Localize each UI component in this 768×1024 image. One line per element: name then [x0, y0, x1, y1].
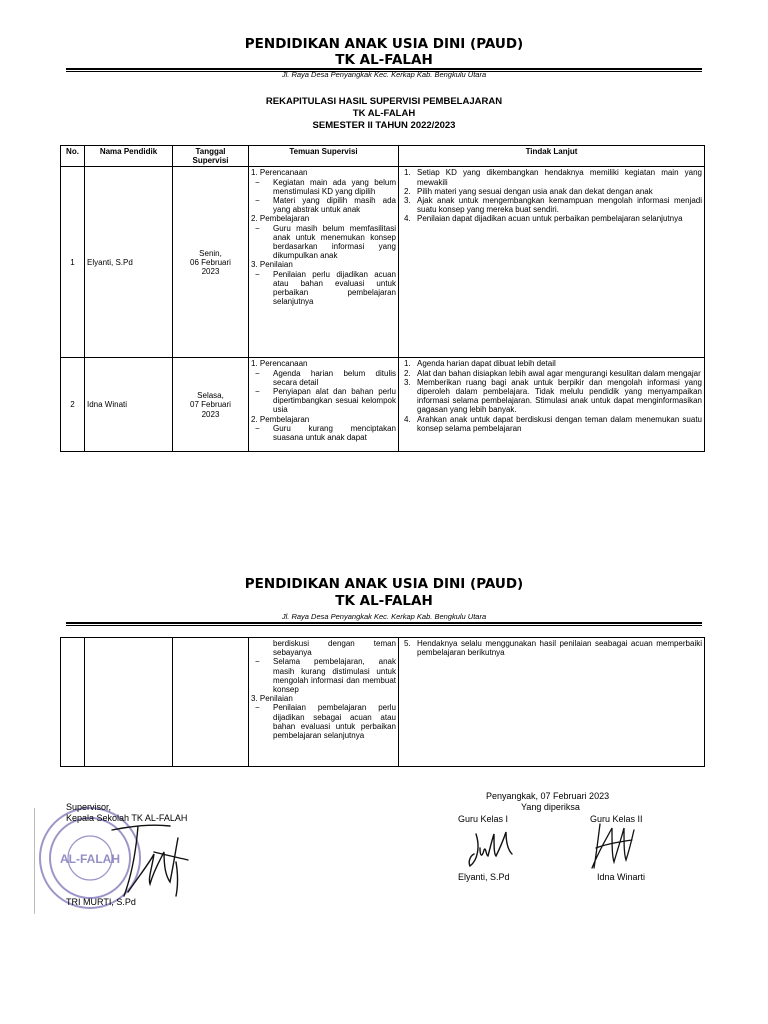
temuan-item: − Guru masih belum memfasilitasi anak untuk menemukan konsep berdasarkan informasi yang dikumpulkan anak	[251, 224, 396, 261]
temuan-item: − Penyiapan alat dan bahan perlu dipertimbangkan sesuai kelompok usia	[251, 387, 396, 415]
tindak-text: Pilih materi yang sesuai dengan usia anak dan dekat dengan anak	[417, 186, 653, 196]
temuan-list	[251, 369, 396, 415]
tindak-number: 4.	[404, 414, 411, 424]
temuan-list	[251, 703, 396, 740]
tindak-number: 1.	[404, 168, 411, 178]
tindak-number: 2.	[404, 186, 411, 196]
col-header-date-2: Supervisi	[192, 156, 229, 166]
table-header-row	[61, 146, 705, 167]
letterhead-line1: PENDIDIKAN ANAK USIA DINI (PAUD)	[244, 36, 524, 52]
tindak-item	[401, 378, 702, 415]
supervisor-role: Kepala Sekolah TK AL-FALAH	[66, 813, 188, 823]
supervisor-label: Supervisor,	[66, 802, 112, 812]
tindak-text: Arahkan anak untuk dapat berdiskusi dengan teman dalam menemukan suatu konsep selama pembelajaran	[417, 414, 702, 433]
row-no: 1	[61, 167, 85, 358]
tindak-text: Setiap KD yang dikembangkan hendaknya memiliki kegiatan main yang mewakili	[417, 168, 702, 187]
row-name: Idna Winati	[85, 358, 173, 452]
tindak-number: 1.	[404, 359, 411, 369]
row-temuan	[249, 167, 399, 358]
row-no: 2	[61, 358, 85, 452]
row-temuan	[249, 638, 399, 767]
tindak-item	[401, 369, 702, 378]
tindak-item	[401, 415, 702, 433]
tindak-list	[401, 639, 702, 657]
row-tindak	[399, 358, 705, 452]
row-date-year: 2023	[201, 267, 220, 276]
supervisor-name: TRI MURTI, S.Pd	[66, 897, 136, 907]
report-title-3: SEMESTER II TAHUN 2022/2023	[312, 120, 456, 131]
temuan-item: − Penilaian pembelajaran perlu dijadikan sebagai acuan atau bahan evaluasi untuk perbaikan pembelajaran selanjutnya	[251, 703, 396, 740]
tindak-text: Penilaian dapat dijadikan acuan untuk perbaikan pembelajaran selanjutnya	[417, 214, 683, 224]
report-title-1: REKAPITULASI HASIL SUPERVISI PEMBELAJARAN	[265, 96, 503, 107]
tindak-list	[401, 359, 702, 433]
table-row	[61, 358, 705, 452]
temuan-section-heading: 1. Perencanaan	[251, 168, 308, 178]
tindak-item	[401, 168, 702, 186]
guru1-name: Elyanti, S.Pd	[458, 872, 510, 882]
temuan-item: − Guru kurang menciptakan suasana untuk anak dapat	[251, 424, 396, 442]
tindak-item	[401, 359, 702, 368]
place-date: Penyangkak, 07 Februari 2023	[486, 791, 610, 801]
guru1-title: Guru Kelas I	[458, 814, 509, 824]
tindak-list	[401, 168, 702, 223]
tindak-text: Memberikan ruang bagi anak untuk berpikir dan mengolah informasi yang diperoleh dalam pembelajara. Tidak melulu pendidik yang menyampaikan informasi selama pembelajaran. Stimulasi anak untuk dapat menginformasikan gagasan yang lebih banyak.	[417, 377, 702, 415]
temuan-list	[251, 424, 396, 442]
row-date	[173, 638, 249, 767]
row-date-month: 06 Februari	[190, 257, 231, 267]
guru2-name: Idna Winarti	[597, 872, 646, 882]
tindak-item	[401, 187, 702, 196]
guru2-title: Guru Kelas II	[590, 814, 643, 824]
temuan-section-heading: 3. Penilaian	[251, 260, 293, 270]
tindak-item	[401, 196, 702, 214]
tindak-text: Ajak anak untuk mengembangkan kemampuan mengolah informasi menjadi suatu konsep yang mereka buat sendiri.	[417, 196, 702, 215]
temuan-item-continued: berdiskusi dengan teman sebayanya	[273, 639, 396, 658]
temuan-item: − Materi yang dipilih masih ada yang abstrak untuk anak	[251, 196, 396, 214]
letterhead-address: Jl. Raya Desa Penyangkak Kec. Kerkap Kab. Bengkulu Utara	[281, 70, 487, 79]
tindak-number: 4.	[404, 214, 411, 224]
col-header-temuan: Temuan Supervisi	[249, 146, 399, 167]
report-title-2: TK AL-FALAH	[352, 108, 416, 119]
col-header-date-1: Tanggal	[195, 147, 226, 156]
tindak-text: Hendaknya selalu menggunakan hasil penilaian seabagai acuan memperbaiki pembelajaran berikutnya	[417, 639, 702, 658]
temuan-item: − Penilaian perlu dijadikan acuan atau bahan evaluasi untuk perbaikan pembelajaran selanjutnya	[251, 270, 396, 307]
temuan-section-heading: 3. Penilaian	[251, 694, 293, 704]
temuan-item: − Agenda harian belum ditulis secara detail	[251, 369, 396, 387]
letterhead-rule	[66, 622, 702, 626]
temuan-list	[251, 657, 396, 694]
col-header-no: No.	[61, 146, 85, 167]
row-date-year: 2023	[201, 409, 220, 419]
tindak-item	[401, 639, 702, 657]
table-row	[61, 167, 705, 358]
margin-line	[34, 808, 35, 914]
tindak-number: 2.	[404, 368, 411, 378]
col-header-tindak: Tindak Lanjut	[399, 146, 705, 167]
tindak-text: Alat dan bahan disiapkan lebih awal agar mengurangi kesulitan dalam mengajar	[417, 368, 701, 378]
temuan-list	[251, 224, 396, 261]
letterhead-address: Jl. Raya Desa Penyangkak Kec. Kerkap Kab. Bengkulu Utara	[281, 612, 487, 621]
row-date-month: 07 Februari	[190, 400, 231, 410]
row-date-day: Senin,	[199, 248, 222, 258]
row-name: Elyanti, S.Pd	[85, 167, 173, 358]
temuan-section-heading: 2. Pembelajaran	[251, 414, 310, 424]
temuan-list	[251, 270, 396, 307]
temuan-section-heading: 1. Perencanaan	[251, 359, 308, 369]
supervisor-signature	[92, 812, 192, 904]
row-date	[173, 167, 249, 358]
temuan-section-heading: 2. Pembelajaran	[251, 214, 310, 224]
letterhead-line1: PENDIDIKAN ANAK USIA DINI (PAUD)	[244, 576, 524, 592]
row-name	[85, 638, 173, 767]
guru1-signature	[466, 826, 516, 872]
tindak-text: Agenda harian dapat dibuat lebih detail	[417, 359, 556, 369]
row-temuan	[249, 358, 399, 452]
reviewed-label: Yang diperiksa	[521, 802, 580, 812]
supervision-table	[60, 145, 705, 452]
tindak-item	[401, 214, 702, 223]
col-header-date	[173, 146, 249, 167]
supervision-table-continued	[60, 637, 705, 767]
letterhead-line2: TK AL-FALAH	[335, 52, 433, 68]
row-no	[61, 638, 85, 767]
table-row	[61, 638, 705, 767]
letterhead-line2: TK AL-FALAH	[335, 593, 433, 609]
stamp-text: AL-FALAH	[60, 852, 120, 866]
row-tindak	[399, 167, 705, 358]
temuan-list	[251, 178, 396, 215]
tindak-number: 5.	[404, 639, 411, 648]
temuan-item: − Selama pembelajaran, anak masih kurang distimulasi untuk mengolah informasi dan membuat konsep	[251, 657, 396, 694]
tindak-number: 3.	[404, 377, 411, 387]
temuan-item: − Kegiatan main ada yang belum menstimulasi KD yang dipilih	[251, 178, 396, 196]
tindak-number: 3.	[404, 196, 411, 206]
col-header-name: Nama Pendidik	[85, 146, 173, 167]
row-tindak	[399, 638, 705, 767]
row-date	[173, 358, 249, 452]
row-date-day: Selasa,	[197, 391, 224, 401]
guru2-signature	[590, 818, 638, 876]
